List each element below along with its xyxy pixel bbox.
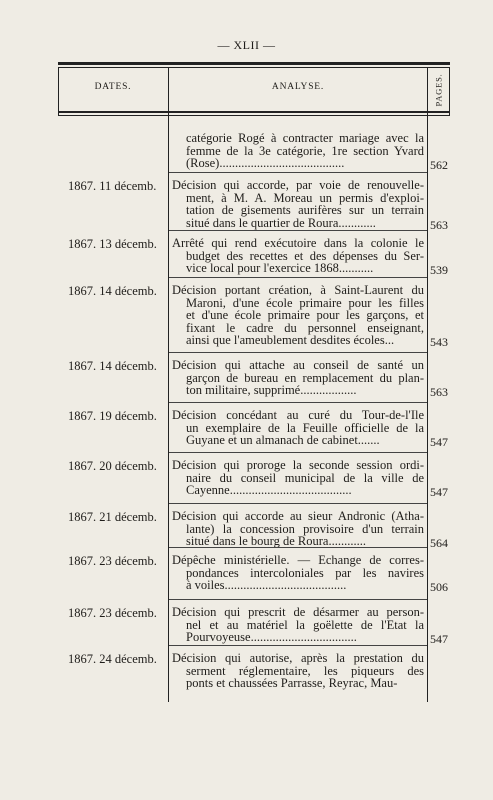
analysis-line: Décision portant création, à Saint-Laurent du (172, 283, 424, 297)
header-dates: DATES. (94, 82, 132, 92)
row-separator (169, 599, 427, 600)
analysis-line: et d'une école primaire pour les garçons, et (186, 308, 424, 323)
header-analyse: ANALYSE. (271, 82, 325, 92)
row-separator (169, 547, 427, 548)
analysis-line: Pourvoyeuse.................................. (186, 630, 357, 645)
row-separator (169, 402, 427, 403)
entry-date: 1867. 14 décemb. (68, 359, 157, 373)
entry-page: 564 (430, 536, 448, 551)
analysis-line: Décision qui accorde, par voie de renouvelle- (172, 178, 424, 192)
analysis-line: nel et au matériel la goëlette de l'Etat la (186, 617, 424, 632)
analysis-line: tation de gisements aurifères sur un terrain (186, 203, 424, 218)
entry-analysis (172, 652, 424, 690)
entry-date: 1867. 13 décemb. (68, 237, 157, 251)
analysis-line: ment, à M. A. Moreau un permis d'exploi- (186, 190, 424, 205)
entry-date: 1867. 20 décemb. (68, 459, 157, 473)
analysis-line: ponts et chaussées Parrasse, Reyrac, Mau- (186, 676, 398, 691)
entry-date: 1867. 19 décemb. (68, 409, 157, 423)
row-separator (169, 352, 427, 353)
header-bottom-rule (58, 111, 450, 113)
entry-date: 1867. 11 décemb. (68, 179, 157, 193)
analysis-line: Décision qui accorde au sieur Andronic (Atha- (172, 509, 424, 523)
entry-analysis (172, 179, 424, 229)
page-number: — XLII — (217, 38, 276, 52)
row-separator (169, 503, 427, 504)
entry-analysis (172, 284, 424, 347)
analysis-line: Cayenne....................................... (186, 483, 352, 498)
analysis-line: Décision qui prescrit de désarmer au person- (172, 605, 424, 619)
analysis-line: femme de la 3e catégorie, 1re section Yvard (186, 143, 424, 158)
analysis-line: Décision qui autorise, après la prestation du (172, 651, 424, 665)
analysis-line: naire du conseil municipal de la ville de (186, 470, 424, 485)
analysis-line: fixant le cadre du personnel enseignant, (186, 320, 424, 335)
row-separator (169, 645, 427, 646)
analysis-line: Dépêche ministérielle. — Echange de corres- (172, 553, 424, 567)
analysis-line: Arrêté qui rend exécutoire dans la colonie le (172, 236, 424, 250)
entry-date: 1867. 23 décemb. (68, 554, 157, 568)
table-top-rule (58, 62, 450, 65)
header-pages-label: PAGES. (434, 73, 445, 107)
entry-page: 547 (430, 632, 448, 647)
entry-analysis (172, 510, 424, 548)
analysis-line: Décision qui attache au conseil de santé un (172, 358, 424, 372)
header-bottom-rule-thin (58, 115, 450, 116)
row-separator (169, 277, 427, 278)
analysis-line: Décision concédant au curé du Tour-de-l'Ile (172, 408, 424, 422)
analysis-line: serment réglementaire, les piqueurs des (186, 663, 424, 678)
entry-analysis (172, 554, 424, 592)
header-pages (428, 70, 450, 110)
entry-analysis (172, 459, 424, 497)
entry-page: 539 (430, 263, 448, 278)
row-separator (169, 452, 427, 453)
index-table (58, 62, 450, 702)
entry-page: 562 (430, 158, 448, 173)
entry-date: 1867. 14 décemb. (68, 284, 157, 298)
row-separator (169, 172, 427, 173)
analysis-line: à voiles....................................... (186, 578, 347, 593)
entry-page: 563 (430, 217, 448, 232)
entry-page: 543 (430, 335, 448, 350)
analysis-line: lante) la concession provisoire d'un terrain (186, 521, 424, 536)
entry-page: 547 (430, 485, 448, 500)
entry-analysis (172, 409, 424, 447)
table-top-rule-thin (58, 67, 450, 68)
analysis-line: situé dans le quartier de Roura............ (186, 215, 376, 230)
row-separator (169, 230, 427, 231)
analysis-line: vice local pour l'exercice 1868........... (186, 261, 374, 276)
analysis-line: situé dans le bourg de Roura............ (186, 534, 366, 549)
analysis-line: ainsi que l'ameublement desdites écoles... (186, 333, 395, 348)
analysis-line: un exemplaire de la Feuille officielle de la (186, 420, 424, 435)
entry-analysis (172, 359, 424, 397)
entry-date: 1867. 21 décemb. (68, 510, 157, 524)
entry-analysis (172, 132, 424, 170)
entry-date: 1867. 23 décemb. (68, 606, 157, 620)
entry-page: 506 (430, 580, 448, 595)
entry-page: 563 (430, 385, 448, 400)
entry-analysis (172, 237, 424, 275)
entry-page: 547 (430, 435, 448, 450)
analysis-line: (Rose)........................................ (186, 156, 345, 171)
analysis-line: ton militaire, supprimé.................. (186, 383, 357, 398)
analysis-line: budget des recettes et des dépenses du Ser- (186, 248, 424, 263)
entry-analysis (172, 606, 424, 644)
analysis-line: garçon de bureau en remplacement du plan- (186, 370, 424, 385)
analysis-line: Maroni, d'une école primaire pour les filles (186, 295, 424, 310)
analysis-line: catégorie Rogé à contracter mariage avec la (186, 131, 424, 145)
analysis-line: pondances intercoloniales par les navires (186, 565, 424, 580)
entry-date: 1867. 24 décemb. (68, 652, 157, 666)
analysis-line: Guyane et un almanach de cabinet....... (186, 433, 380, 448)
column-divider-dates (168, 67, 169, 702)
analysis-line: Décision qui proroge la seconde session ordi- (172, 458, 424, 472)
